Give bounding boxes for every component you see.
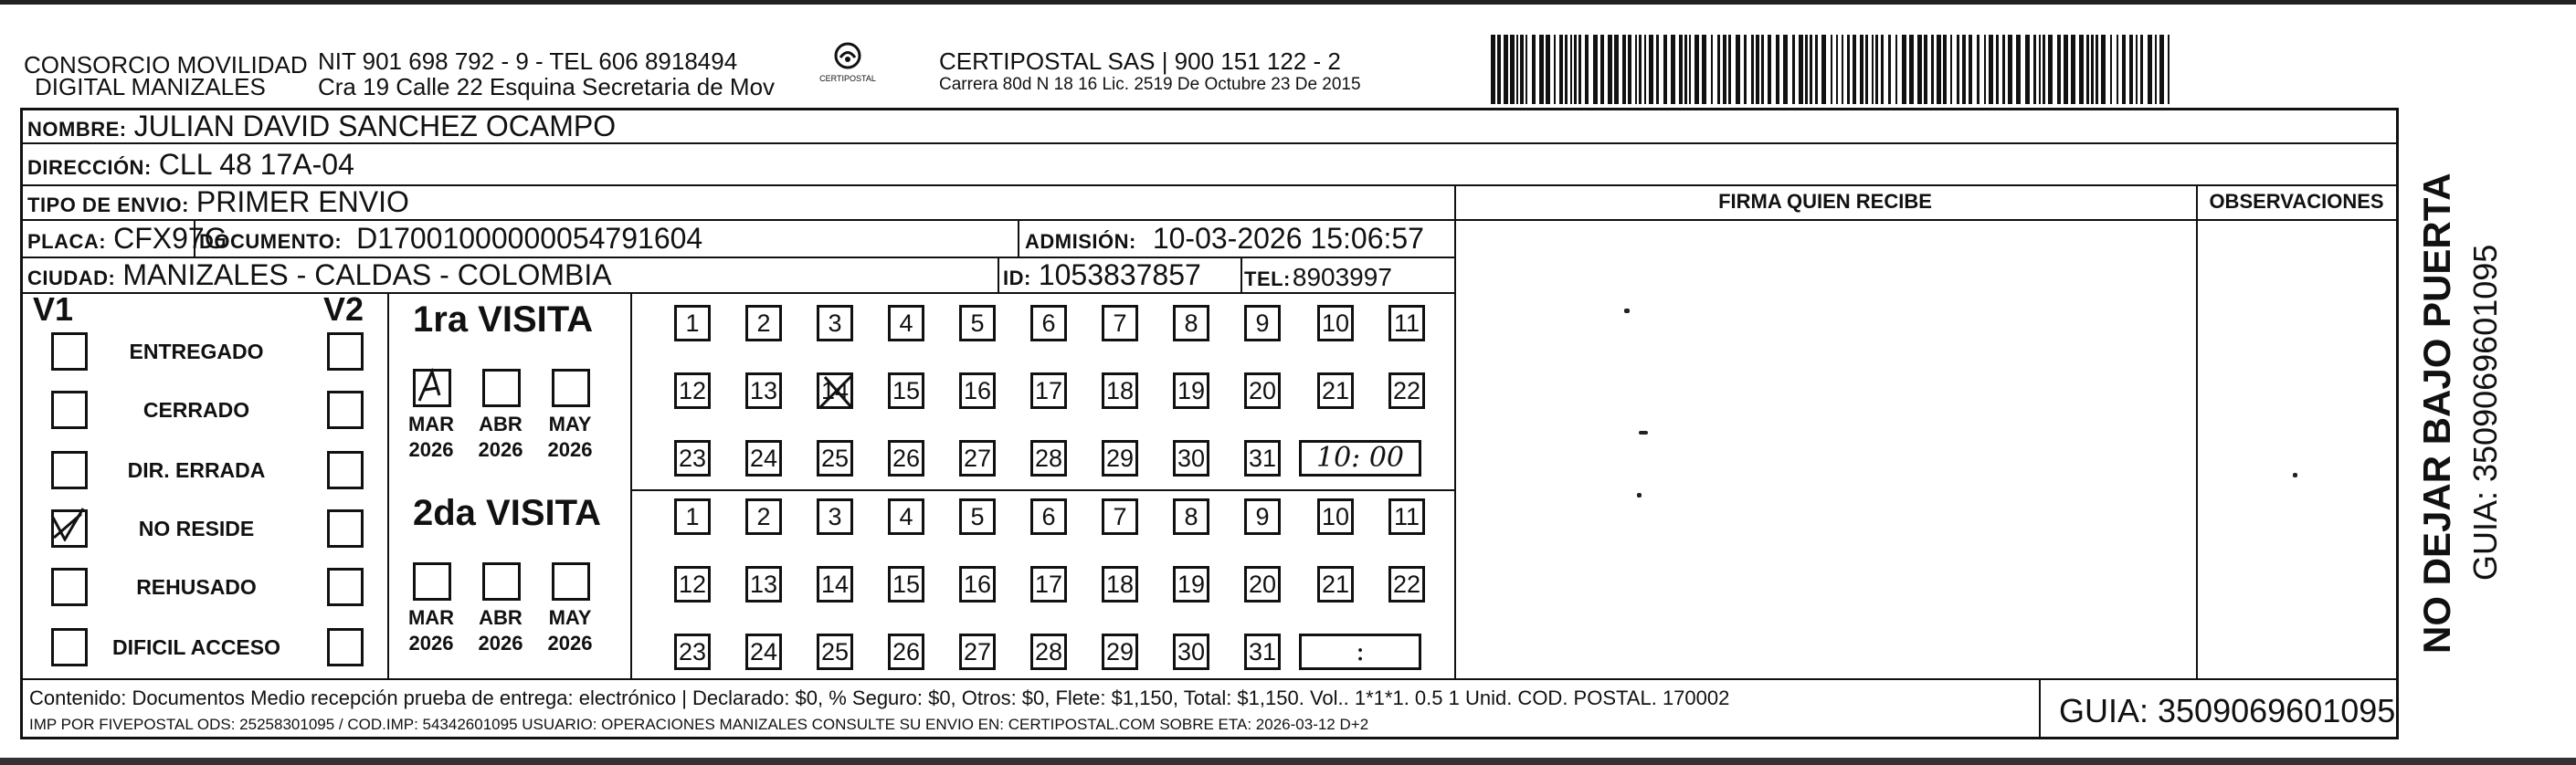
year-label: 2026 — [478, 632, 523, 655]
day-box[interactable]: 21 — [1317, 372, 1354, 409]
check-mark-icon — [412, 362, 454, 404]
day-box[interactable]: 23 — [674, 634, 711, 670]
scan-edge-top — [0, 0, 2576, 5]
barcode-bar — [1679, 35, 1683, 104]
barcode-bar — [1723, 35, 1726, 104]
barcode-bar — [1510, 35, 1515, 104]
day-box[interactable]: 16 — [959, 566, 996, 603]
day-box[interactable]: 27 — [959, 440, 996, 477]
month-label: MAY — [548, 413, 592, 435]
id-value: 1053837857 — [1038, 258, 1201, 291]
firma-header: FIRMA QUIEN RECIBE — [1718, 190, 1932, 213]
day-box[interactable]: 12 — [674, 566, 711, 603]
month-checkbox[interactable] — [413, 562, 451, 601]
barcode-bar — [1702, 35, 1706, 104]
barcode-bar — [1860, 35, 1863, 104]
ciudad-label: CIUDAD: — [27, 267, 116, 289]
visit-1-title: 1ra VISITA — [413, 299, 594, 340]
day-box[interactable]: 24 — [745, 440, 782, 477]
barcode-bar — [1895, 35, 1897, 104]
month-label: ABR — [479, 413, 523, 435]
barcode-bar — [1989, 35, 1993, 104]
v1-checkbox[interactable] — [51, 391, 88, 429]
direccion-value: CLL 48 17A-04 — [158, 148, 354, 181]
company-nit: NIT 901 698 792 - 9 - TEL 606 8918494 — [318, 47, 738, 75]
v1-label: V1 — [33, 290, 74, 328]
day-box[interactable]: 29 — [1102, 634, 1138, 670]
documento-value: D17001000000054791604 — [356, 222, 703, 255]
tel-label: TEL: — [1244, 267, 1291, 290]
day-box[interactable]: 26 — [888, 634, 924, 670]
footer-guia-box: GUIA: 3509069601095 — [2059, 692, 2396, 729]
barcode-bar — [1847, 35, 1850, 104]
day-box[interactable]: 25 — [817, 440, 853, 477]
status-option-label: DIR. ERRADA — [127, 458, 266, 482]
observation-mark — [2293, 473, 2297, 477]
day-box[interactable]: 14 — [817, 566, 853, 603]
v1-checkbox[interactable] — [51, 451, 88, 489]
day-box[interactable]: 10 — [1317, 305, 1354, 341]
barcode-bar — [1799, 35, 1803, 104]
barcode-bar — [1924, 35, 1927, 104]
barcode-bar — [2033, 35, 2036, 104]
v2-checkbox[interactable] — [327, 332, 364, 371]
footer-content-line: Contenido: Documentos Medio recepción prueba de entrega: electrónico | Declarado: $0, % Seguro: $0, Otros: $0, Flete: $1,150, Total: $1,150. Vol.. 1*1*1. 0.5 1 Unid. COD. POSTAL. 170002 — [29, 686, 1730, 709]
footer-print-line: IMP POR FIVEPOSTAL ODS: 25258301095 / COD.IMP: 54342601095 USUARIO: OPERACIONES MANIZALES CONSULTE SU ENVIO EN: CERTIPOSTAL.COM SOBRE ETA: 2026-03-12 D+2 — [29, 716, 1369, 733]
documento-label: DOCUMENTO: — [199, 230, 343, 253]
day-box[interactable]: 18 — [1102, 566, 1138, 603]
barcode-bar — [1565, 35, 1568, 104]
barcode-bar — [1520, 35, 1524, 104]
barcode-bar — [1546, 35, 1550, 104]
status-option-label: CERRADO — [143, 398, 250, 422]
barcode-bar — [1639, 35, 1642, 104]
courier-name: CERTIPOSTAL SAS | 900 151 122 - 2 — [939, 47, 1341, 75]
barcode-bar — [2048, 35, 2053, 104]
scan-edge-bottom — [0, 758, 2576, 765]
day-box[interactable]: 27 — [959, 634, 996, 670]
day-box[interactable]: 8 — [1173, 305, 1209, 341]
year-label: 2026 — [478, 438, 523, 461]
status-option-label: DIFICIL ACCESO — [111, 635, 280, 659]
barcode-bar — [1984, 35, 1986, 104]
day-box[interactable]: 24 — [745, 634, 782, 670]
nombre-row — [27, 110, 616, 143]
tel-field — [1244, 263, 1392, 292]
barcode-bar — [2110, 35, 2112, 104]
courier-license: Carrera 80d N 18 16 Lic. 2519 De Octubre 23 De 2015 — [939, 75, 1361, 94]
barcode-bar — [1756, 35, 1759, 104]
month-label: MAR — [407, 606, 455, 629]
tipo-envio-row — [27, 185, 409, 219]
barcode-bar — [1684, 35, 1687, 104]
v1-checkbox[interactable] — [51, 568, 88, 606]
barcode-bar — [1491, 35, 1495, 104]
day-box[interactable]: 15 — [888, 372, 924, 409]
barcode-bar — [2039, 35, 2041, 104]
day-box[interactable]: 18 — [1102, 372, 1138, 409]
ciudad-field — [27, 258, 612, 292]
barcode-bar — [1783, 35, 1788, 104]
day-box[interactable]: 3 — [817, 305, 853, 341]
barcode-bar — [2096, 35, 2098, 104]
barcode-bar — [1559, 35, 1563, 104]
day-box[interactable]: 6 — [1030, 498, 1067, 535]
barcode-bar — [1736, 35, 1740, 104]
day-box[interactable]: 4 — [888, 305, 924, 341]
barcode-bar — [2016, 35, 2021, 104]
barcode-bar — [1931, 35, 1934, 104]
barcode-bar — [1744, 35, 1747, 104]
day-box[interactable]: 22 — [1388, 566, 1425, 603]
barcode-bar — [1943, 35, 1947, 104]
observaciones-header: OBSERVACIONES — [2209, 190, 2384, 213]
barcode-bar — [1853, 35, 1856, 104]
barcode-bar — [1728, 35, 1731, 104]
barcode-bar — [1831, 35, 1832, 104]
barcode-bar — [2008, 35, 2012, 104]
v1-checkbox[interactable] — [51, 628, 88, 666]
barcode-bar — [1957, 35, 1959, 104]
barcode-bar — [1865, 35, 1868, 104]
day-box[interactable]: 5 — [959, 305, 996, 341]
month-label: MAR — [407, 413, 455, 435]
v2-checkbox[interactable] — [327, 391, 364, 429]
barcode-bar — [2155, 35, 2157, 104]
v2-checkbox[interactable] — [327, 509, 364, 548]
barcode-bar — [2071, 35, 2075, 104]
company-name-line1: CONSORCIO MOVILIDAD — [24, 51, 308, 79]
barcode-bar — [1526, 35, 1527, 104]
barcode-bar — [1937, 35, 1941, 104]
certipostal-logo — [811, 40, 884, 99]
signature-mark — [1637, 493, 1642, 498]
barcode-bar — [1689, 35, 1691, 104]
day-box[interactable]: 31 — [1244, 634, 1281, 670]
barcode-bar — [1497, 35, 1501, 104]
year-label: 2026 — [547, 438, 593, 461]
day-box[interactable]: 6 — [1030, 305, 1067, 341]
barcode-bar — [1711, 35, 1713, 104]
month-checkbox[interactable] — [413, 369, 451, 407]
barcode-bar — [1608, 35, 1612, 104]
day-box[interactable]: 14 — [817, 372, 853, 409]
status-option-label: NO RESIDE — [138, 517, 255, 540]
month-checkbox[interactable] — [482, 369, 521, 407]
barcode-bar — [2057, 35, 2061, 104]
tipo-envio-value: PRIMER ENVIO — [195, 185, 409, 218]
barcode-bar — [1977, 35, 1980, 104]
id-field — [1003, 258, 1201, 292]
time-box[interactable]: 10: 00 — [1299, 440, 1421, 477]
day-box[interactable]: 3 — [817, 498, 853, 535]
certipostal-logo-text: CERTIPOSTAL — [819, 74, 876, 83]
barcode-bar — [1644, 35, 1646, 104]
day-box[interactable]: 26 — [888, 440, 924, 477]
barcode-bar — [2064, 35, 2068, 104]
barcode-bar — [1761, 35, 1764, 104]
admision-field — [1025, 222, 1424, 256]
day-box[interactable]: 7 — [1102, 498, 1138, 535]
v2-checkbox[interactable] — [327, 568, 364, 606]
barcode-bar — [1996, 35, 1999, 104]
day-box[interactable]: 2 — [745, 498, 782, 535]
barcode-bar — [2101, 35, 2106, 104]
day-box[interactable]: 20 — [1244, 372, 1281, 409]
barcode-bar — [1950, 35, 1952, 104]
day-box[interactable]: 30 — [1173, 634, 1209, 670]
barcode-bar — [1842, 35, 1843, 104]
month-label: ABR — [479, 606, 523, 629]
v1-checkbox[interactable] — [51, 509, 88, 548]
barcode-bar — [2025, 35, 2030, 104]
day-box[interactable]: 19 — [1173, 566, 1209, 603]
barcode-bar — [1875, 35, 1878, 104]
barcode-bar — [1776, 35, 1779, 104]
barcode-bar — [1516, 35, 1518, 104]
day-box[interactable]: 17 — [1030, 566, 1067, 603]
tracking-barcode — [1491, 35, 2172, 104]
barcode-bar — [1810, 35, 1812, 104]
year-label: 2026 — [408, 632, 454, 655]
barcode-bar — [1888, 35, 1891, 104]
barcode-bar — [1751, 35, 1754, 104]
status-option-label: REHUSADO — [136, 575, 257, 599]
barcode-bar — [1768, 35, 1771, 104]
id-label: ID: — [1003, 267, 1031, 289]
check-mark-icon — [48, 503, 85, 541]
day-box[interactable]: 13 — [745, 566, 782, 603]
barcode-bar — [1628, 35, 1631, 104]
barcode-bar — [1805, 35, 1808, 104]
v2-checkbox[interactable] — [327, 628, 364, 666]
barcode-bar — [2148, 35, 2152, 104]
barcode-bar — [1622, 35, 1626, 104]
barcode-bar — [1902, 35, 1906, 104]
month-checkbox[interactable] — [482, 562, 521, 601]
admision-value: 10-03-2026 15:06:57 — [1152, 222, 1424, 255]
year-label: 2026 — [408, 438, 454, 461]
day-box[interactable]: 4 — [888, 498, 924, 535]
day-box[interactable]: 15 — [888, 566, 924, 603]
ciudad-value: MANIZALES - CALDAS - COLOMBIA — [122, 258, 612, 291]
barcode-bar — [1909, 35, 1914, 104]
barcode-bar — [2079, 35, 2084, 104]
day-box[interactable]: 7 — [1102, 305, 1138, 341]
company-name-line2: DIGITAL MANIZALES — [35, 73, 266, 100]
visit-2-title: 2da VISITA — [413, 493, 601, 533]
barcode-bar — [1614, 35, 1619, 104]
barcode-bar — [1815, 35, 1818, 104]
company-address: Cra 19 Calle 22 Esquina Secretaria de Mov — [318, 73, 776, 100]
day-box[interactable]: 20 — [1244, 566, 1281, 603]
barcode-bar — [1578, 35, 1581, 104]
placa-field — [27, 222, 227, 256]
barcode-bar — [1821, 35, 1826, 104]
barcode-bar — [1593, 35, 1598, 104]
placa-value: CFX97G — [113, 222, 227, 255]
barcode-bar — [2002, 35, 2005, 104]
barcode-bar — [1962, 35, 1966, 104]
barcode-bar — [1969, 35, 1972, 104]
day-box[interactable]: 16 — [959, 372, 996, 409]
day-box[interactable]: 9 — [1244, 305, 1281, 341]
barcode-bar — [1881, 35, 1884, 104]
barcode-bar — [2140, 35, 2143, 104]
month-label: MAY — [548, 606, 592, 629]
month-checkbox[interactable] — [552, 369, 590, 407]
day-box[interactable]: 11 — [1388, 498, 1425, 535]
barcode-bar — [1694, 35, 1699, 104]
barcode-bar — [2117, 35, 2118, 104]
status-option-label: ENTREGADO — [129, 340, 264, 363]
direccion-row — [27, 148, 354, 182]
day-box[interactable]: 12 — [674, 372, 711, 409]
day-box[interactable]: 2 — [745, 305, 782, 341]
barcode-bar — [2086, 35, 2089, 104]
nombre-label: NOMBRE: — [27, 118, 127, 141]
year-label: 2026 — [547, 632, 593, 655]
barcode-bar — [1872, 35, 1874, 104]
day-box[interactable]: 5 — [959, 498, 996, 535]
day-box[interactable]: 10 — [1317, 498, 1354, 535]
day-box[interactable]: 31 — [1244, 440, 1281, 477]
day-box[interactable]: 29 — [1102, 440, 1138, 477]
day-box[interactable]: 8 — [1173, 498, 1209, 535]
day-box[interactable]: 30 — [1173, 440, 1209, 477]
barcode-bar — [1671, 35, 1675, 104]
cross-mark-icon — [816, 372, 856, 412]
barcode-bar — [1917, 35, 1922, 104]
barcode-bar — [2168, 35, 2170, 104]
day-box[interactable]: 1 — [674, 305, 711, 341]
day-box[interactable]: 21 — [1317, 566, 1354, 603]
barcode-bar — [2122, 35, 2126, 104]
signature-mark — [1639, 431, 1648, 435]
barcode-bar — [2091, 35, 2094, 104]
day-box[interactable]: 9 — [1244, 498, 1281, 535]
barcode-bar — [1504, 35, 1508, 104]
barcode-bar — [1656, 35, 1659, 104]
barcode-bar — [1554, 35, 1556, 104]
day-box[interactable]: 25 — [817, 634, 853, 670]
barcode-bar — [2159, 35, 2164, 104]
signature-mark — [1624, 309, 1630, 313]
day-box[interactable]: 23 — [674, 440, 711, 477]
barcode-bar — [2129, 35, 2133, 104]
barcode-bar — [1836, 35, 1838, 104]
barcode-bar — [1663, 35, 1667, 104]
barcode-bar — [1792, 35, 1795, 104]
day-box[interactable]: 17 — [1030, 372, 1067, 409]
documento-field — [199, 222, 702, 256]
placa-label: PLACA: — [27, 230, 107, 253]
barcode-bar — [1649, 35, 1653, 104]
v2-label: V2 — [323, 290, 364, 328]
direccion-label: DIRECCIÓN: — [27, 156, 152, 179]
tel-value: 8903997 — [1292, 263, 1392, 291]
barcode-bar — [2043, 35, 2045, 104]
side-warning: NO DEJAR BAJO PUERTA — [2415, 173, 2458, 654]
barcode-bar — [1600, 35, 1604, 104]
barcode-bar — [2136, 35, 2138, 104]
barcode-bar — [1635, 35, 1637, 104]
admision-label: ADMISIÓN: — [1025, 230, 1136, 253]
nombre-value: JULIAN DAVID SANCHEZ OCAMPO — [133, 110, 617, 142]
barcode-bar — [1532, 35, 1536, 104]
barcode-bar — [1717, 35, 1720, 104]
day-box[interactable]: 1 — [674, 498, 711, 535]
day-box[interactable]: 13 — [745, 372, 782, 409]
v1-checkbox[interactable] — [51, 332, 88, 371]
time-box[interactable]: : — [1299, 634, 1421, 670]
barcode-bar — [1585, 35, 1589, 104]
month-checkbox[interactable] — [552, 562, 590, 601]
tipo-envio-label: TIPO DE ENVIO: — [27, 194, 189, 216]
day-box[interactable]: 22 — [1388, 372, 1425, 409]
day-box[interactable]: 28 — [1030, 634, 1067, 670]
day-box[interactable]: 28 — [1030, 440, 1067, 477]
side-guia: GUIA: 3509069601095 — [2466, 244, 2504, 581]
barcode-bar — [1570, 35, 1572, 104]
day-box[interactable]: 11 — [1388, 305, 1425, 341]
day-box[interactable]: 19 — [1173, 372, 1209, 409]
v2-checkbox[interactable] — [327, 451, 364, 489]
barcode-bar — [1574, 35, 1577, 104]
certipostal-logo-icon — [829, 40, 866, 73]
barcode-bar — [1539, 35, 1544, 104]
